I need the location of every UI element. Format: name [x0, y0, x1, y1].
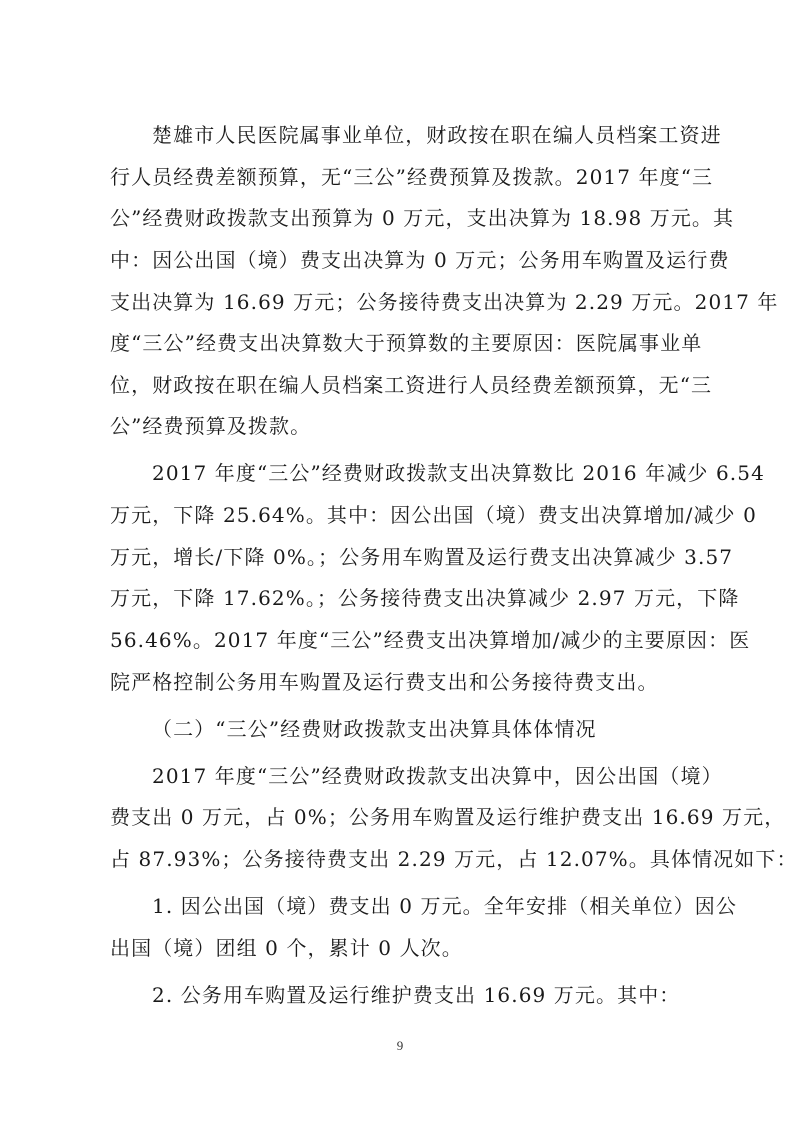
paragraph-2-line-4: 万元，下降 17.62%。；公务接待费支出决算减少 2.97 万元，下降	[110, 586, 740, 610]
paragraph-1-line-5: 支出决算为 16.69 万元；公务接待费支出决算为 2.29 万元。2017 年	[110, 290, 779, 314]
paragraph-3-line-2: 费支出 0 万元，占 0%；公务用车购置及运行维护费支出 16.69 万元，	[110, 805, 786, 829]
paragraph-1-line-3: 公”经费财政拨款支出预算为 0 万元，支出决算为 18.98 万元。其	[110, 206, 735, 230]
paragraph-3-line-3: 占 87.93%；公务接待费支出 2.29 万元，占 12.07%。具体情况如下：	[110, 847, 798, 871]
page-number: 9	[396, 1038, 404, 1053]
item-1-line-1: 1. 因公出国（境）费支出 0 万元。全年安排（相关单位）因公	[152, 894, 737, 918]
paragraph-1-line-7: 位，财政按在职在编人员档案工资进行人员经费差额预算，无“三	[110, 373, 713, 397]
paragraph-2-line-6: 院严格控制公务用车购置及运行费支出和公务接待费支出。	[110, 670, 659, 694]
paragraph-1-line-2: 行人员经费差额预算，无“三公”经费预算及拨款。2017 年度“三	[110, 165, 714, 189]
paragraph-2-line-5: 56.46%。2017 年度“三公”经费支出决算增加/减少的主要原因：医	[110, 628, 751, 652]
paragraph-2-line-3: 万元，增长/下降 0%。；公务用车购置及运行费支出决算减少 3.57	[110, 545, 734, 569]
paragraph-1-line-6: 度“三公”经费支出决算数大于预算数的主要原因：医院属事业单	[110, 331, 703, 355]
item-2-line-1: 2. 公务用车购置及运行维护费支出 16.69 万元。其中：	[152, 983, 681, 1007]
section-heading: （二）“三公”经费财政拨款支出决算具体体情况	[152, 717, 597, 741]
paragraph-1-line-1: 楚雄市人民医院属事业单位，财政按在职在编人员档案工资进	[152, 123, 722, 147]
paragraph-2-line-1: 2017 年度“三公”经费财政拨款支出决算数比 2016 年减少 6.54	[152, 461, 765, 485]
item-1-line-2: 出国（境）团组 0 个，累计 0 人次。	[110, 936, 463, 960]
paragraph-3-line-1: 2017 年度“三公”经费财政拨款支出决算中，因公出国（境）	[152, 764, 723, 788]
paragraph-1-line-8: 公”经费预算及拨款。	[110, 414, 312, 438]
paragraph-1-line-4: 中：因公出国（境）费支出决算为 0 万元；公务用车购置及运行费	[110, 248, 730, 272]
paragraph-2-line-2: 万元，下降 25.64%。其中：因公出国（境）费支出决算增加/减少 0	[110, 503, 757, 527]
